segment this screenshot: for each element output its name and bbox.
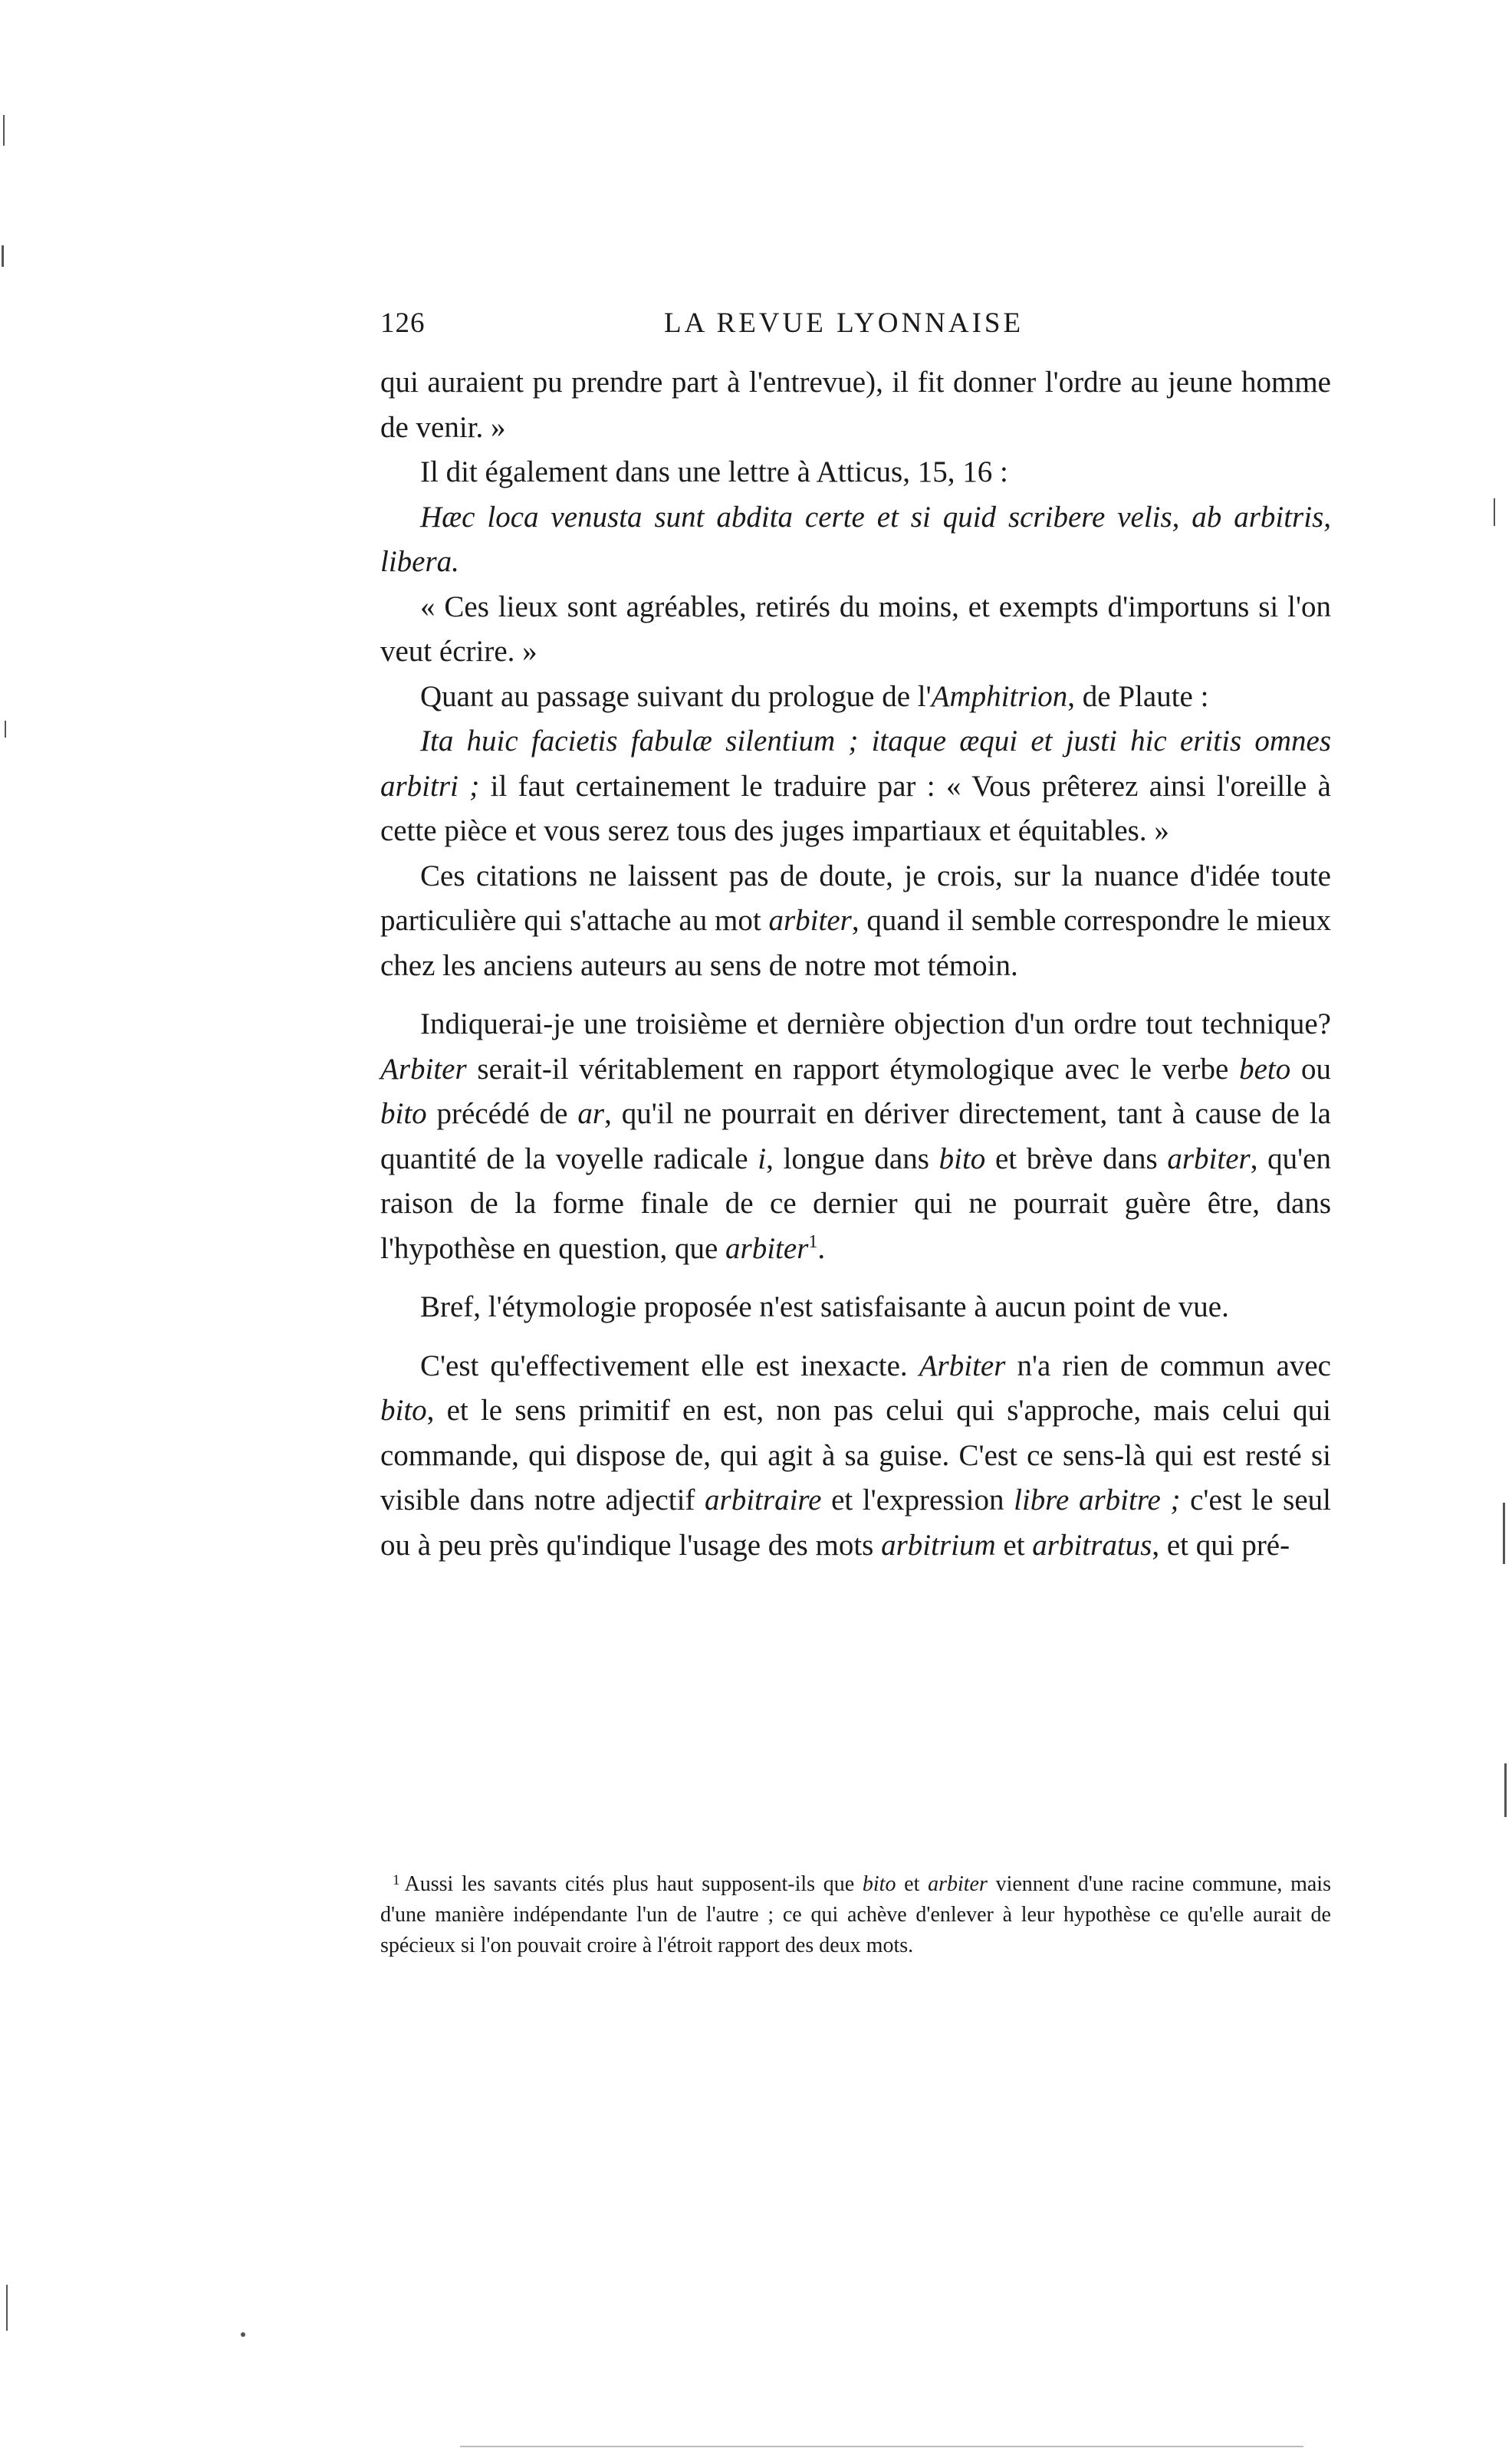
paragraph-3-latin-quote <box>380 495 1331 585</box>
paragraph-6 <box>380 719 1331 854</box>
text-run: . <box>817 1231 826 1265</box>
paragraph-2: Il dit également dans une lettre à Atticus, 15, 16 : <box>420 455 1008 488</box>
text-run: , qu'il ne pourrait en dériver directement, tant à cause de la quantité de la voyelle radicale <box>380 1097 1331 1175</box>
italic-word: bito <box>380 1394 427 1427</box>
scan-mark <box>2 245 4 267</box>
scan-mark <box>241 2332 245 2337</box>
scan-mark <box>6 2285 8 2331</box>
text-run: n'a rien de commun avec <box>1005 1349 1331 1382</box>
italic-word: arbiter <box>1167 1142 1251 1175</box>
italic-word: arbiter <box>725 1231 809 1265</box>
text-run: , quand il semble correspondre le mieux chez les anciens auteurs au sens de notre mot témoin. <box>380 904 1331 982</box>
scan-mark <box>5 721 6 738</box>
italic-word: i <box>758 1142 767 1175</box>
main-text <box>380 360 1331 1568</box>
text-run: et l'expression <box>821 1484 1014 1517</box>
italic-title-amphitrion: Amphitrion <box>931 679 1068 713</box>
text-run: , et qui pré- <box>1152 1528 1290 1562</box>
footnotes <box>380 1869 1331 1961</box>
footnote-1 <box>380 1869 1331 1961</box>
paragraph-5 <box>380 675 1331 720</box>
text-run: Quant au passage suivant du prologue de l' <box>420 679 932 713</box>
italic-word: Arbiter <box>380 1052 467 1086</box>
scan-mark <box>3 115 5 146</box>
paragraph-10 <box>380 1344 1331 1569</box>
text-run: , qu'en raison de la forme finale de ce dernier qui ne pourrait guère être, dans l'hypothèse en question, que <box>380 1142 1331 1265</box>
text-run: serait-il véritablement en rapport étymologique avec le verbe <box>466 1052 1240 1086</box>
italic-word: Arbiter <box>919 1349 1006 1382</box>
page-number: 126 <box>380 307 426 339</box>
italic-word: beto <box>1239 1052 1291 1086</box>
italic-word: arbitratus <box>1032 1528 1152 1562</box>
footnote-marker: 1 <box>393 1872 400 1888</box>
text-run: Aussi les savants cités plus haut supposent-ils que <box>404 1872 863 1896</box>
italic-word: bito <box>380 1097 427 1130</box>
latin-quote-plaute: Ita huic facietis fabulæ silentium ; itaque æqui et justi hic eritis omnes arbitri ; <box>380 725 1331 803</box>
text-run: précédé de <box>426 1097 578 1130</box>
text-run: Ces citations ne laissent pas de doute, je crois, sur la nuance d'idée toute particulière qui s'attache au mot <box>380 859 1331 937</box>
italic-word: arbitrium <box>881 1528 996 1562</box>
italic-word: arbitraire <box>705 1484 822 1517</box>
text-run: C'est qu'effectivement elle est inexacte. <box>420 1349 919 1382</box>
text-run: c'est le seul ou à peu près qu'indique l'usage des mots <box>380 1484 1331 1562</box>
paragraph-7 <box>380 854 1331 989</box>
paragraph-4: « Ces lieux sont agréables, retirés du moins, et exempts d'importuns si l'on veut écrire. » <box>380 590 1331 668</box>
text-run: Indiquerai-je une troisième et dernière objection d'un ordre tout technique? <box>420 1007 1331 1040</box>
text-run: ou <box>1290 1052 1332 1086</box>
text-run: , de Plaute : <box>1067 679 1209 713</box>
italic-word: bito <box>862 1872 896 1896</box>
page-edge-rule <box>460 2446 1303 2447</box>
scan-mark <box>1494 498 1495 526</box>
text-run: , et le sens primitif en est, non pas celui qui s'approche, mais celui qui commande, qui dispose de, qui agit à sa guise. C'est ce sens-là qui est resté si visible dans notre adjectif <box>380 1394 1331 1517</box>
text-run: viennent d'une racine commune, mais d'une manière indépendante l'un de l'autre ; ce qui achève d'enlever à leur hypothèse ce qu'elle aurait de spécieux si l'on pouvait croire à l'étroit rapport des deux mots. <box>380 1872 1331 1957</box>
italic-word: arbiter <box>768 904 852 937</box>
text-run: et <box>896 1872 929 1896</box>
italic-word: bito <box>938 1142 986 1175</box>
italic-word: arbiter <box>928 1872 988 1896</box>
italic-word: ar <box>577 1097 605 1130</box>
paragraph-8 <box>380 1002 1331 1271</box>
scan-mark <box>1503 1503 1505 1564</box>
latin-quote-atticus: Hæc loca venusta sunt abdita certe et si quid scribere velis, ab arbitris, libera. <box>380 500 1331 578</box>
italic-word: libre arbitre ; <box>1014 1484 1181 1517</box>
text-run: il faut certainement le traduire par : « Vous prêterez ainsi l'oreille à cette pièce et vous serez tous des juges impartiaux et équitables. » <box>380 769 1331 847</box>
scan-mark <box>1504 1763 1507 1817</box>
paragraph-9: Bref, l'étymologie proposée n'est satisfaisante à aucun point de vue. <box>420 1290 1229 1323</box>
paragraph-1: qui auraient pu prendre part à l'entrevue), il fit donner l'ordre au jeune homme de venir. » <box>380 366 1331 444</box>
journal-title: LA REVUE LYONNAISE <box>664 307 1024 339</box>
text-run: et <box>995 1528 1033 1562</box>
running-head <box>380 307 1331 353</box>
footnote-reference: 1 <box>808 1231 818 1252</box>
text-run: , longue dans <box>766 1142 939 1175</box>
text-run: et brève dans <box>985 1142 1168 1175</box>
